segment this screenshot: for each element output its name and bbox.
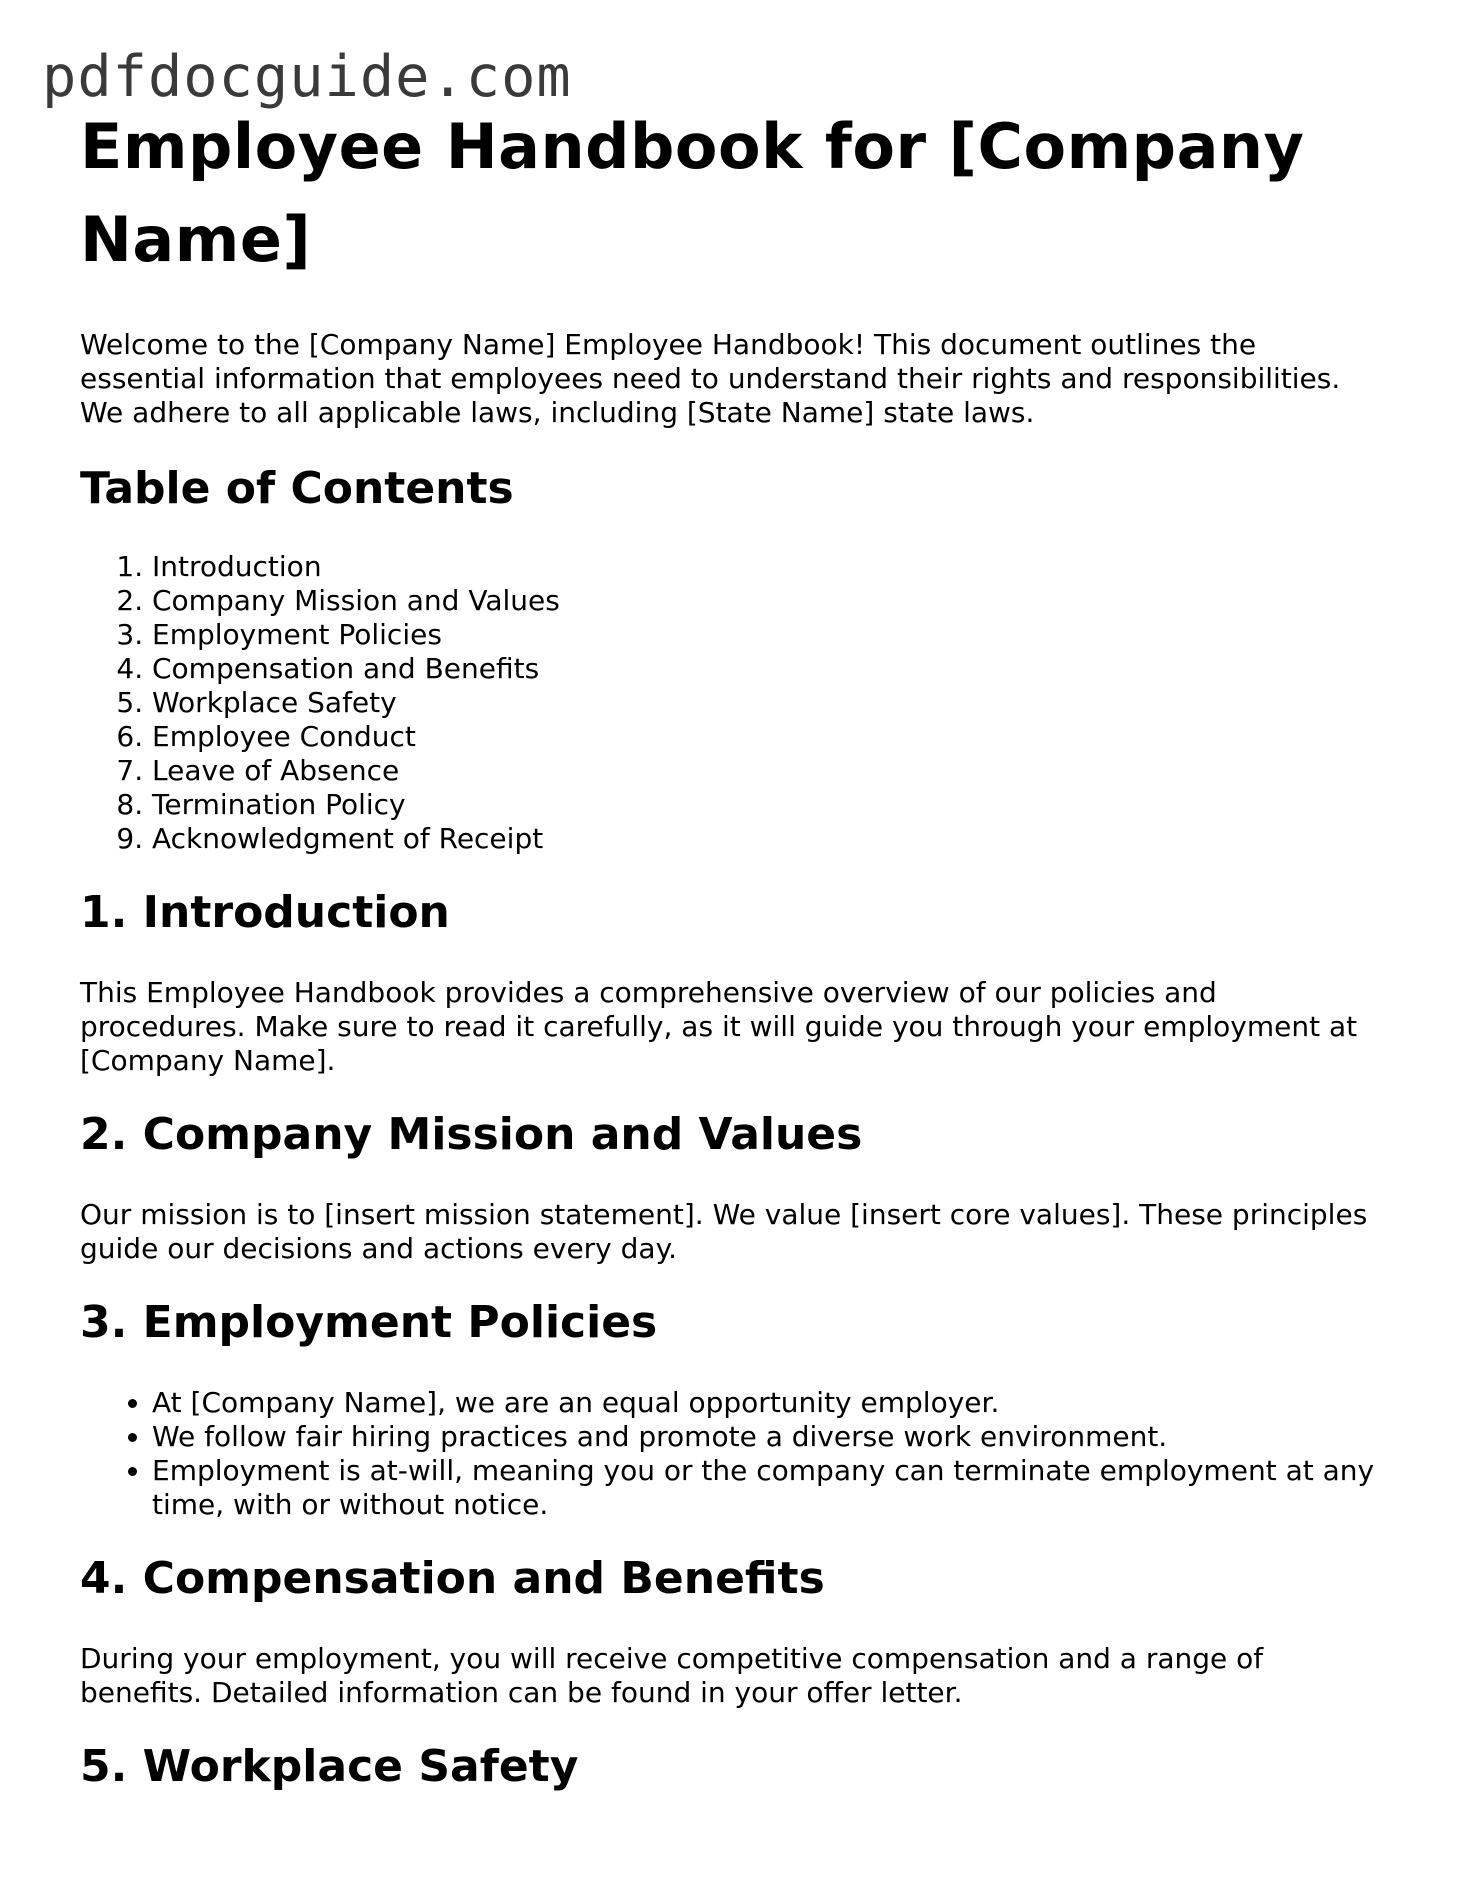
section-heading-safety: 5. Workplace Safety: [80, 1741, 579, 1792]
document-title: Employee Handbook for [Company Name]: [80, 110, 1305, 276]
section-body-mission: Our mission is to [insert mission statement]. We value [insert core values]. These principles guide our decisions and actions every day.: [80, 1198, 1368, 1265]
employment-policies-list: [80, 1386, 1380, 1522]
policy-bullet: • Employment is at-will, meaning you or the company can terminate employment at any time, with or without notice.: [152, 1454, 1380, 1522]
section-heading-mission: 2. Company Mission and Values: [80, 1109, 863, 1160]
toc-item: 1. Introduction: [152, 550, 1380, 584]
watermark: pdfdocguide.com: [42, 44, 572, 110]
section-body-introduction: This Employee Handbook provides a comprehensive overview of our policies and procedures. Make sure to read it carefully, as it will guide you through your employment at [Company Name].: [80, 976, 1358, 1077]
section-heading-employment-policies: 3. Employment Policies: [80, 1297, 658, 1348]
policy-bullet: • At [Company Name], we are an equal opportunity employer.: [152, 1386, 1380, 1420]
section-body-compensation: During your employment, you will receive competitive compensation and a range of benefits. Detailed information can be found in your offer letter.: [80, 1642, 1264, 1709]
section-heading-introduction: 1. Introduction: [80, 887, 450, 938]
section-heading-compensation: 4. Compensation and Benefits: [80, 1553, 825, 1604]
toc-item: 3. Employment Policies: [152, 618, 1380, 652]
toc-item: 2. Company Mission and Values: [152, 584, 1380, 618]
toc-item: 5. Workplace Safety: [152, 686, 1380, 720]
toc-item: 8. Termination Policy: [152, 788, 1380, 822]
toc-item: 4. Compensation and Benefits: [152, 652, 1380, 686]
table-of-contents: [80, 550, 1380, 856]
toc-heading: Table of Contents: [80, 463, 514, 514]
toc-item: 7. Leave of Absence: [152, 754, 1380, 788]
toc-item: 9. Acknowledgment of Receipt: [152, 822, 1380, 856]
toc-item: 6. Employee Conduct: [152, 720, 1380, 754]
policy-bullet: • We follow fair hiring practices and promote a diverse work environment.: [152, 1420, 1380, 1454]
intro-paragraph: Welcome to the [Company Name] Employee Handbook! This document outlines the essential information that employees need to understand their rights and responsibilities. We adhere to all applicable laws, including [State Name] state laws.: [80, 328, 1341, 429]
document-page: [80, 100, 1380, 1794]
